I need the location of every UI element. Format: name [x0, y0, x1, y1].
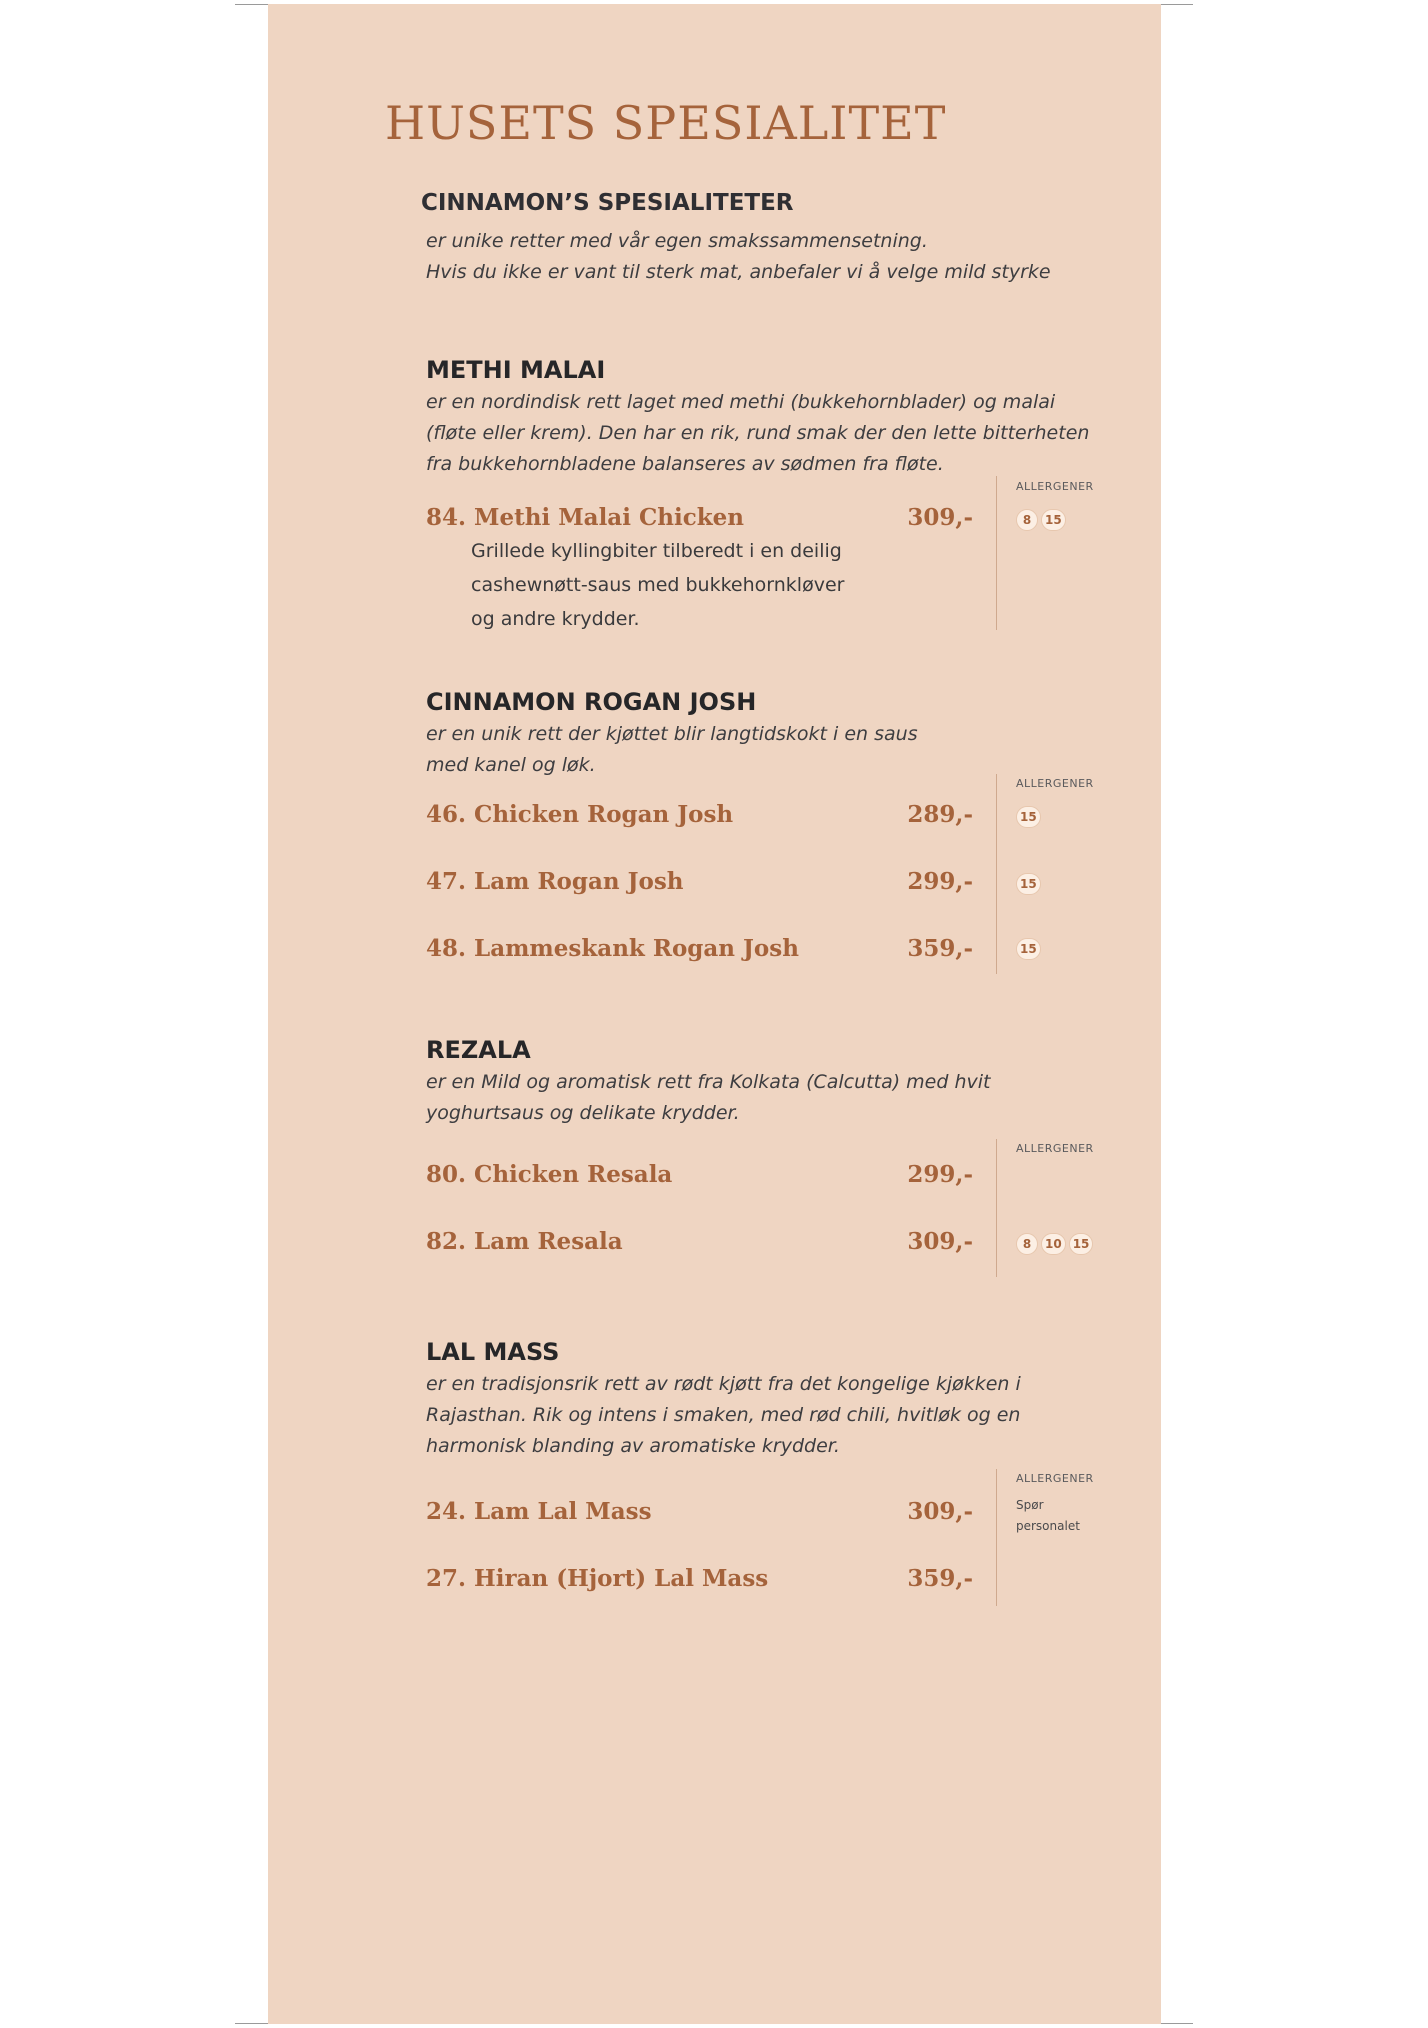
allergen-badge: 10 [1041, 1233, 1066, 1255]
section-description: Rajasthan. Rik og intens i smaken, med rød chili, hvitløk og en [426, 1404, 1021, 1426]
section-description: fra bukkehornbladene balanseres av sødmen fra fløte. [426, 453, 944, 475]
allergen-badge: 8 [1016, 1233, 1038, 1255]
menu-item-name: 84. Methi Malai Chicken [426, 504, 745, 531]
allergen-label: ALLERGENER [1016, 1472, 1094, 1485]
menu-item-description: Grillede kyllingbiter tilberedt i en deilig [471, 540, 842, 562]
section-description: yoghurtsaus og delikate krydder. [426, 1102, 740, 1124]
section-description: harmonisk blanding av aromatiske krydder. [426, 1435, 840, 1457]
allergen-divider [996, 774, 997, 974]
menu-item-name: 46. Chicken Rogan Josh [426, 801, 734, 828]
section-description: med kanel og løk. [426, 754, 596, 776]
allergen-badge: 15 [1069, 1233, 1094, 1255]
menu-item-name: 47. Lam Rogan Josh [426, 868, 684, 895]
intro-heading: CINNAMON’S SPESIALITETER [421, 190, 794, 216]
section-heading-rogan-josh: CINNAMON ROGAN JOSH [426, 688, 757, 716]
menu-item-name: 80. Chicken Resala [426, 1161, 673, 1188]
menu-item-description: cashewnøtt-saus med bukkehornkløver [471, 574, 845, 596]
section-heading-rezala: REZALA [426, 1036, 531, 1064]
menu-item-price: 289,- [907, 801, 973, 828]
section-description: er en unik rett der kjøttet blir langtidskokt i en saus [426, 723, 918, 745]
allergen-label: ALLERGENER [1016, 777, 1094, 790]
section-description: er en Mild og aromatisk rett fra Kolkata (Calcutta) med hvit [426, 1071, 991, 1093]
allergen-divider [996, 1139, 997, 1277]
section-description: er en tradisjonsrik rett av rødt kjøtt fra det kongelige kjøkken i [426, 1373, 1021, 1395]
allergen-badge: 15 [1016, 938, 1041, 960]
page-title: HUSETS SPESIALITET [385, 96, 947, 150]
section-heading-lal-mass: LAL MASS [426, 1338, 560, 1366]
crop-mark [235, 2023, 269, 2024]
menu-item-price: 309,- [907, 1228, 973, 1255]
menu-page [268, 4, 1161, 2024]
allergen-label: ALLERGENER [1016, 480, 1094, 493]
allergen-note: Spør personalet [1016, 1498, 1080, 1533]
menu-item-name: 24. Lam Lal Mass [426, 1498, 652, 1525]
allergen-badge: 8 [1016, 509, 1038, 531]
allergen-badges [1016, 806, 1041, 828]
crop-mark [1159, 4, 1193, 5]
allergen-badge: 15 [1016, 873, 1041, 895]
menu-item-price: 299,- [907, 1161, 973, 1188]
allergen-divider [996, 1469, 997, 1606]
section-description: (fløte eller krem). Den har en rik, rund smak der den lette bitterheten [426, 422, 1090, 444]
section-description: er en nordindisk rett laget med methi (bukkehornblader) og malai [426, 391, 1056, 413]
allergen-badge: 15 [1016, 806, 1041, 828]
menu-item-price: 309,- [907, 1498, 973, 1525]
menu-item-name: 27. Hiran (Hjort) Lal Mass [426, 1565, 769, 1592]
allergen-divider [996, 476, 997, 630]
menu-item-name: 82. Lam Resala [426, 1228, 623, 1255]
menu-item-description: og andre krydder. [471, 608, 640, 630]
allergen-badges [1016, 938, 1041, 960]
allergen-badges [1016, 873, 1041, 895]
menu-item-price: 359,- [907, 935, 973, 962]
intro-text: Hvis du ikke er vant til sterk mat, anbefaler vi å velge mild styrke [426, 261, 1051, 283]
menu-item-price: 309,- [907, 504, 973, 531]
menu-item-name: 48. Lammeskank Rogan Josh [426, 935, 799, 962]
allergen-label: ALLERGENER [1016, 1142, 1094, 1155]
allergen-badge: 15 [1041, 509, 1066, 531]
crop-mark [235, 4, 269, 5]
allergen-badges [1016, 509, 1066, 531]
intro-text: er unike retter med vår egen smakssammensetning. [426, 230, 928, 252]
menu-item-price: 359,- [907, 1565, 973, 1592]
menu-item-price: 299,- [907, 868, 973, 895]
crop-mark [1159, 2023, 1193, 2024]
allergen-badges [1016, 1233, 1093, 1255]
section-heading-methi-malai: METHI MALAI [426, 356, 606, 384]
